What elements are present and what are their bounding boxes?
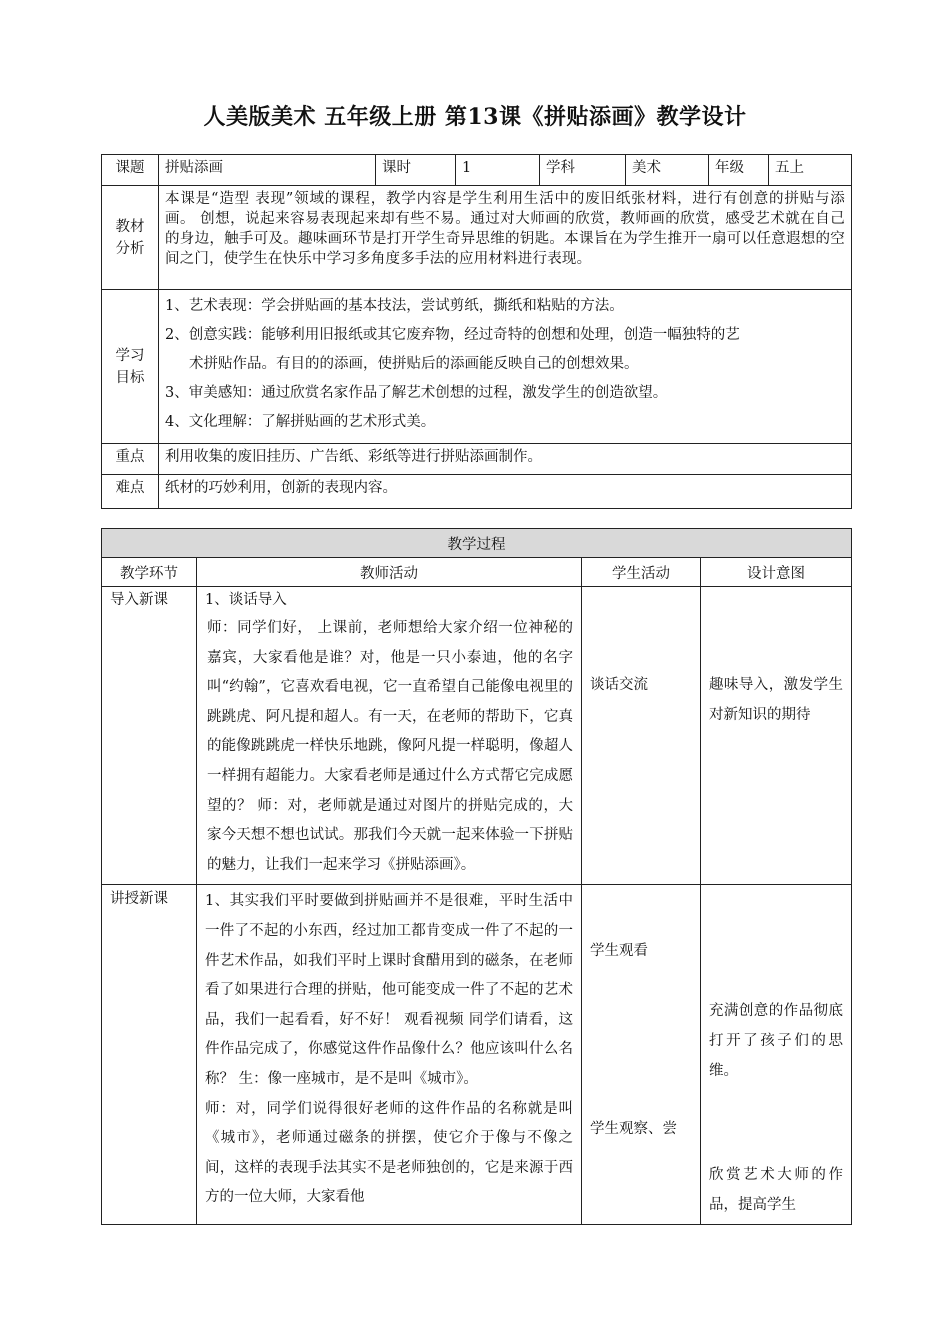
student-activity-text: 学生观察、尝	[590, 1120, 677, 1137]
spacer	[709, 1086, 843, 1161]
goals-label: 学习目标	[102, 290, 159, 444]
design-intent-text: 充满创意的作品彻底打开了孩子们的思维。	[709, 1003, 843, 1079]
teacher-activity-cell	[197, 587, 582, 885]
grade-value: 五上	[769, 155, 852, 186]
subject-value: 美术	[626, 155, 709, 186]
lesson-info-table	[101, 154, 852, 509]
subject-label: 学科	[540, 155, 626, 186]
difficulty-label: 难点	[102, 475, 159, 509]
table-row	[102, 587, 852, 885]
key-label: 重点	[102, 444, 159, 475]
teacher-activity-text: 1、其实我们平时要做到拼贴画并不是很难，平时生活中一件了不起的小东西，经过加工都肯变成一件了不起的一件艺术作品，如我们平时上课时食醋用到的磁条，在老师看了如果进行合理的拼贴，他可能变成一件了不起的艺术品，我们一起看看，好不好！ 观看视频 同学们请看，这件作品完成了，你感觉这件作品像什么？他应该叫什么名称？ 生：像一座城市，是不是叫《城市》。	[205, 893, 573, 1087]
design-intent-cell: 趣味导入，激发学生对新知识的期待	[701, 587, 852, 885]
goal-item: 术拼贴作品。有目的的添画，使拼贴后的添画能反映自己的创想效果。	[189, 356, 639, 372]
column-header: 教师活动	[197, 558, 582, 587]
teacher-activity-cell	[197, 885, 582, 1225]
column-header: 学生活动	[582, 558, 701, 587]
topic-label: 课题	[102, 155, 159, 186]
spacer	[590, 967, 692, 1115]
design-intent-text: 欣赏艺术大师的作品，提高学生	[709, 1167, 843, 1213]
hours-label: 课时	[376, 155, 456, 186]
design-intent-cell	[701, 885, 852, 1225]
hours-value: 1	[456, 155, 540, 186]
table-row	[102, 885, 852, 1225]
stage-cell: 导入新课	[102, 587, 197, 885]
analysis-label: 教材分析	[102, 186, 159, 290]
goal-item: 3、审美感知：通过欣赏名家作品了解艺术创想的过程，激发学生的创造欲望。	[165, 385, 668, 401]
difficulty-text: 纸材的巧妙利用，创新的表现内容。	[159, 475, 852, 509]
process-header: 教学过程	[102, 529, 852, 558]
page-title: 人美版美术 五年级上册 第13课《拼贴添画》教学设计	[203, 104, 747, 130]
stage-cell: 讲授新课	[102, 885, 197, 1225]
key-text: 利用收集的废旧挂历、广告纸、彩纸等进行拼贴添画制作。	[159, 444, 852, 475]
goal-item: 2、创意实践：能够利用旧报纸或其它废弃物，经过奇特的创想和处理，创造一幅独特的艺	[165, 327, 740, 343]
analysis-text: 本课是“造型 表现”领域的课程，教学内容是学生利用生活中的废旧纸张材料，进行有创意的拼贴与添画。 创想，说起来容易表现起来却有些不易。通过对大师画的欣赏，教师画的欣赏，感受艺术就在自己的身边，触手可及。趣味画环节是打开学生奇异思维的钥匙。本课旨在为学生推开一扇可以任意遐想的空间之门，使学生在快乐中学习多角度多手法的应用材料进行表现。	[159, 186, 852, 290]
teacher-activity-title: 1、谈话导入	[205, 592, 287, 608]
teacher-activity-text: 师：对，同学们说得很好老师的这件作品的名称就是叫《城市》，老师通过磁条的拼摆，使它介于像与不像之间，这样的表现手法其实不是老师独创的，它是来源于西方的一位大师，大家看他	[205, 1100, 573, 1206]
teaching-process-table	[101, 528, 852, 1225]
goal-item: 4、文化理解：了解拼贴画的艺术形式美。	[165, 414, 436, 430]
student-activity-cell: 谈话交流	[582, 587, 701, 885]
goal-item: 1、艺术表现：学会拼贴画的基本技法，尝试剪纸，撕纸和粘贴的方法。	[165, 298, 624, 314]
grade-label: 年级	[709, 155, 769, 186]
topic-value: 拼贴添画	[159, 155, 376, 186]
goals-list	[159, 290, 852, 444]
column-header: 教学环节	[102, 558, 197, 587]
student-activity-cell	[582, 885, 701, 1225]
student-activity-text: 学生观看	[590, 943, 648, 960]
teacher-activity-text: 师：同学们好， 上课前，老师想给大家介绍一位神秘的嘉宾，大家看他是谁？对，他是一只小泰迪，他的名字叫“约翰”，它喜欢看电视，它一直希望自己能像电视里的跳跳虎、阿凡提和超人。有一天，在老师的帮助下，它真的能像跳跳虎一样快乐地跳，像阿凡提一样聪明，像超人一样拥有超能力。大家看老师是通过什么方式帮它完成愿望的？ 师：对，老师就是通过对图片的拼贴完成的，大家今天想不想也试试。那我们今天就一起来体验一下拼贴的魅力，让我们一起来学习《拼贴添画》。	[207, 620, 573, 873]
column-header: 设计意图	[701, 558, 852, 587]
